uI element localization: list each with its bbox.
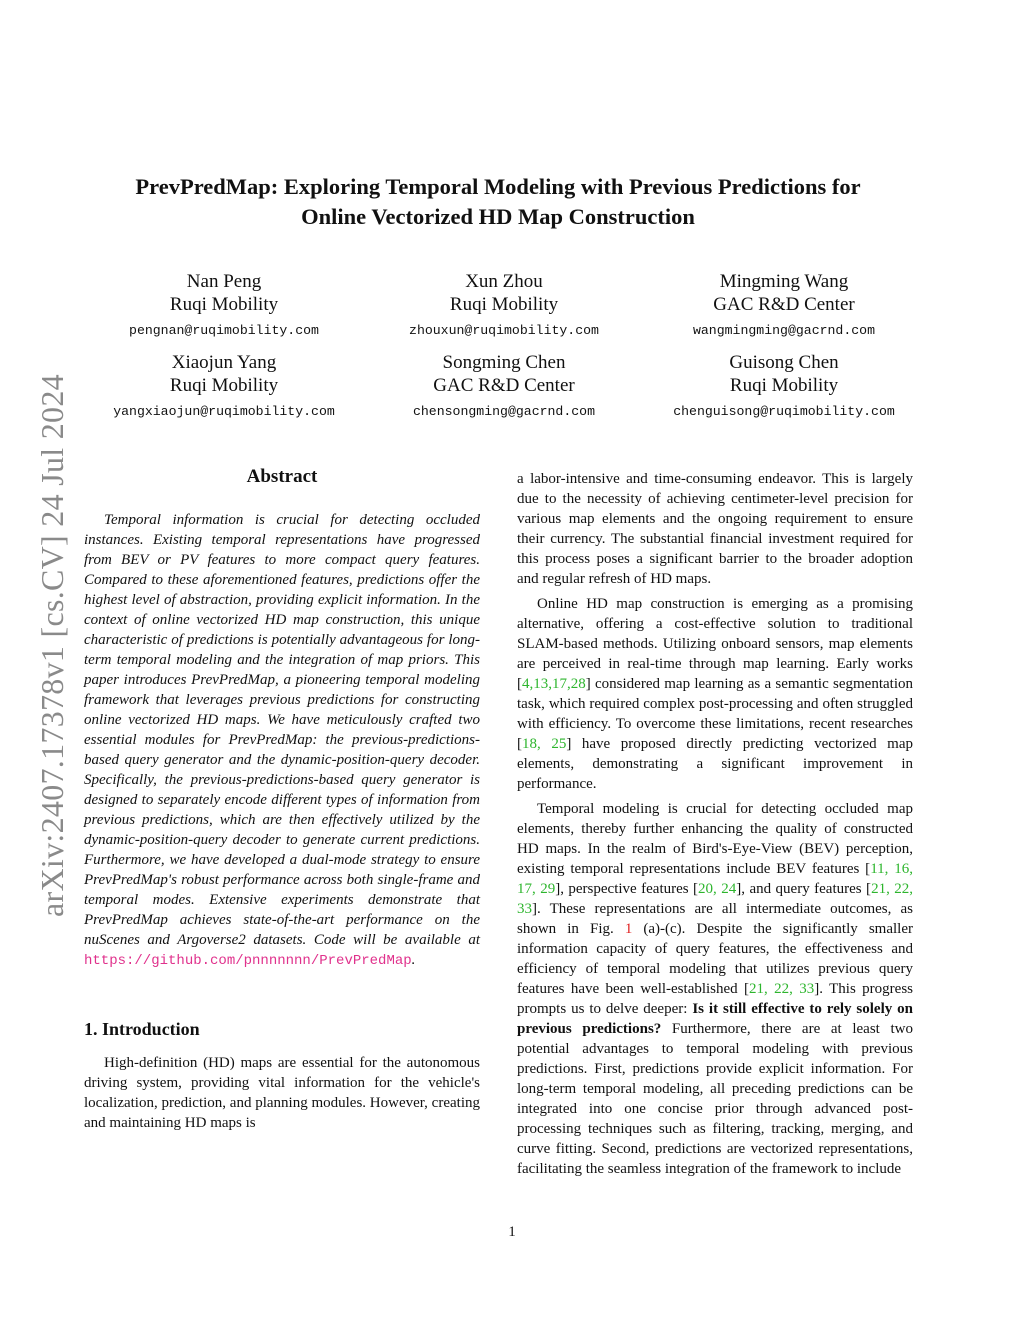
author-name: Nan Peng: [186, 271, 262, 292]
paper-title: [100, 172, 896, 232]
title-line-2: Online Vectorized HD Map Construction: [301, 204, 695, 229]
author-card: [644, 270, 924, 342]
author-affiliation: Ruqi Mobility: [729, 375, 839, 396]
code-link[interactable]: https://github.com/pnnnnnnn/PrevPredMap: [84, 953, 412, 969]
citation-link[interactable]: 11, 16, 17, 29: [517, 861, 914, 897]
author-email[interactable]: yangxiaojun@ruqimobility.com: [113, 404, 335, 419]
author-affiliation: Ruqi Mobility: [169, 294, 279, 315]
author-name: Xiaojun Yang: [171, 352, 277, 373]
author-affiliation: Ruqi Mobility: [169, 375, 279, 396]
author-card: [84, 351, 364, 423]
right-paragraph-1: a labor-intensive and time-consuming endeavor. This is largely due to the necessity of achieving centimeter-level precision for various map elements and the ongoing requirement to ensure their currency. The substantial financial investment required for this process poses a significant barrier to the broader adoption and regular refresh of HD maps.: [517, 471, 913, 587]
abstract-heading: Abstract: [246, 466, 318, 487]
abstract-text: [84, 510, 480, 971]
arxiv-id: arXiv:2407.17378v1 [cs.CV] 24 Jul 2024: [33, 373, 70, 917]
figure-link[interactable]: 1: [624, 921, 633, 937]
citation-link[interactable]: 20, 24: [698, 881, 737, 897]
author-name: Mingming Wang: [719, 271, 849, 292]
author-row-1: [84, 270, 924, 342]
author-card: [84, 270, 364, 342]
arxiv-stamp: [22, 345, 82, 945]
right-paragraph-3: Temporal modeling is crucial for detecting occluded map elements, thereby further enhancing the quality of constructed HD maps. In the realm of Bird's-Eye-View (BEV) perception, existing temporal representations include BEV features [11, 16, 17, 29], perspective features [20, 24], and query features [21, 22, 33]. These representations are all intermediate outcomes, as shown in Fig. 1 (a)-(c). Despite the significantly smaller information capacity of query features, the effectiveness and efficiency of temporal modeling that utilizes previous query features have been well-established [21, 22, 33]. This progress prompts us to delve deeper: Is it still effective to rely solely on previous predictions? Furthermore, there are at least two potential advantages to temporal modeling with previous predictions. First, predictions provide explicit information. For long-term temporal modeling, all preceding predictions can be integrated into one concise prior through advanced post-processing techniques such as filtering, tracking, merging, and curve fitting. Second, predictions are vectorized representations, facilitating the seamless integration of the framework to include: [517, 801, 914, 1177]
author-card: [364, 270, 644, 342]
author-row-2: [84, 351, 924, 423]
title-line-1: PrevPredMap: Exploring Temporal Modeling with Previous Predictions for: [135, 174, 861, 199]
intro-paragraph: High-definition (HD) maps are essential for the autonomous driving system, providing vital information for the vehicle's localization, prediction, and planning modules. However, creating and maintaining HD maps is: [84, 1055, 480, 1131]
author-email[interactable]: chenguisong@ruqimobility.com: [673, 404, 895, 419]
author-affiliation: GAC R&D Center: [433, 375, 575, 396]
author-card: [364, 351, 644, 423]
author-email[interactable]: wangmingming@gacrnd.com: [692, 323, 876, 338]
page-number: 1: [508, 1224, 516, 1240]
left-column: [84, 462, 480, 1133]
author-name: Guisong Chen: [729, 352, 839, 373]
right-paragraph-2: Online HD map construction is emerging as a promising alternative, offering a cost-effective solution to traditional SLAM-based methods. Utilizing onboard sensors, map elements are perceived in real-time through map learning. Early works [4,13,17,28] considered map learning as a semantic segmentation task, which required complex post-processing and often struggled with efficiency. To overcome these limitations, recent researches [18, 25] have proposed directly predicting vectorized map elements, demonstrating a significant improvement in performance.: [517, 596, 913, 792]
author-block: [84, 270, 924, 432]
author-affiliation: Ruqi Mobility: [449, 294, 559, 315]
abstract-body: Temporal information is crucial for detecting occluded instances. Existing temporal representations have progressed from BEV or PV features to more compact query features. Compared to these aforementioned features, predictions offer the highest level of abstraction, providing explicit information. In the context of online vectorized HD map construction, this unique characteristic of predictions is potentially advantageous for long-term temporal modeling and the integration of map priors. This paper introduces PrevPredMap, a pioneering temporal modeling framework that leverages previous predictions for constructing online vectorized HD maps. We have meticulously crafted two essential modules for PrevPredMap: the previous-predictions-based query generator and the dynamic-position-query decoder. Specifically, the previous-predictions-based query generator is designed to separately encode different types of information from previous predictions, which are then effectively utilized by the dynamic-position-query decoder to generate current predictions. Furthermore, we have developed a dual-mode strategy to ensure PrevPredMap's robust performance across both single-frame and temporal modes. Extensive experiments demonstrate that PrevPredMap achieves state-of-the-art performance on the nuScenes and Argoverse2 datasets. Code will be available at: [84, 512, 480, 948]
citation-link[interactable]: 21, 22, 33: [749, 981, 815, 997]
author-email[interactable]: zhouxun@ruqimobility.com: [409, 323, 599, 338]
abstract-end: .: [411, 952, 416, 968]
citation-link[interactable]: 18, 25: [522, 736, 567, 752]
right-column: [517, 469, 913, 1179]
author-affiliation: GAC R&D Center: [713, 294, 855, 315]
author-card: [644, 351, 924, 423]
citation-link[interactable]: 4,13,17,28: [522, 676, 586, 692]
author-email[interactable]: chensongming@gacrnd.com: [412, 404, 596, 419]
author-name: Songming Chen: [442, 352, 566, 373]
author-email[interactable]: pengnan@ruqimobility.com: [129, 323, 319, 338]
author-name: Xun Zhou: [465, 271, 543, 292]
section-heading-introduction: 1. Introduction: [84, 1019, 200, 1039]
bold-question: Is it still effective to rely solely on previous predictions?: [517, 1001, 913, 1037]
citation-link[interactable]: 21, 22, 33: [517, 881, 914, 917]
